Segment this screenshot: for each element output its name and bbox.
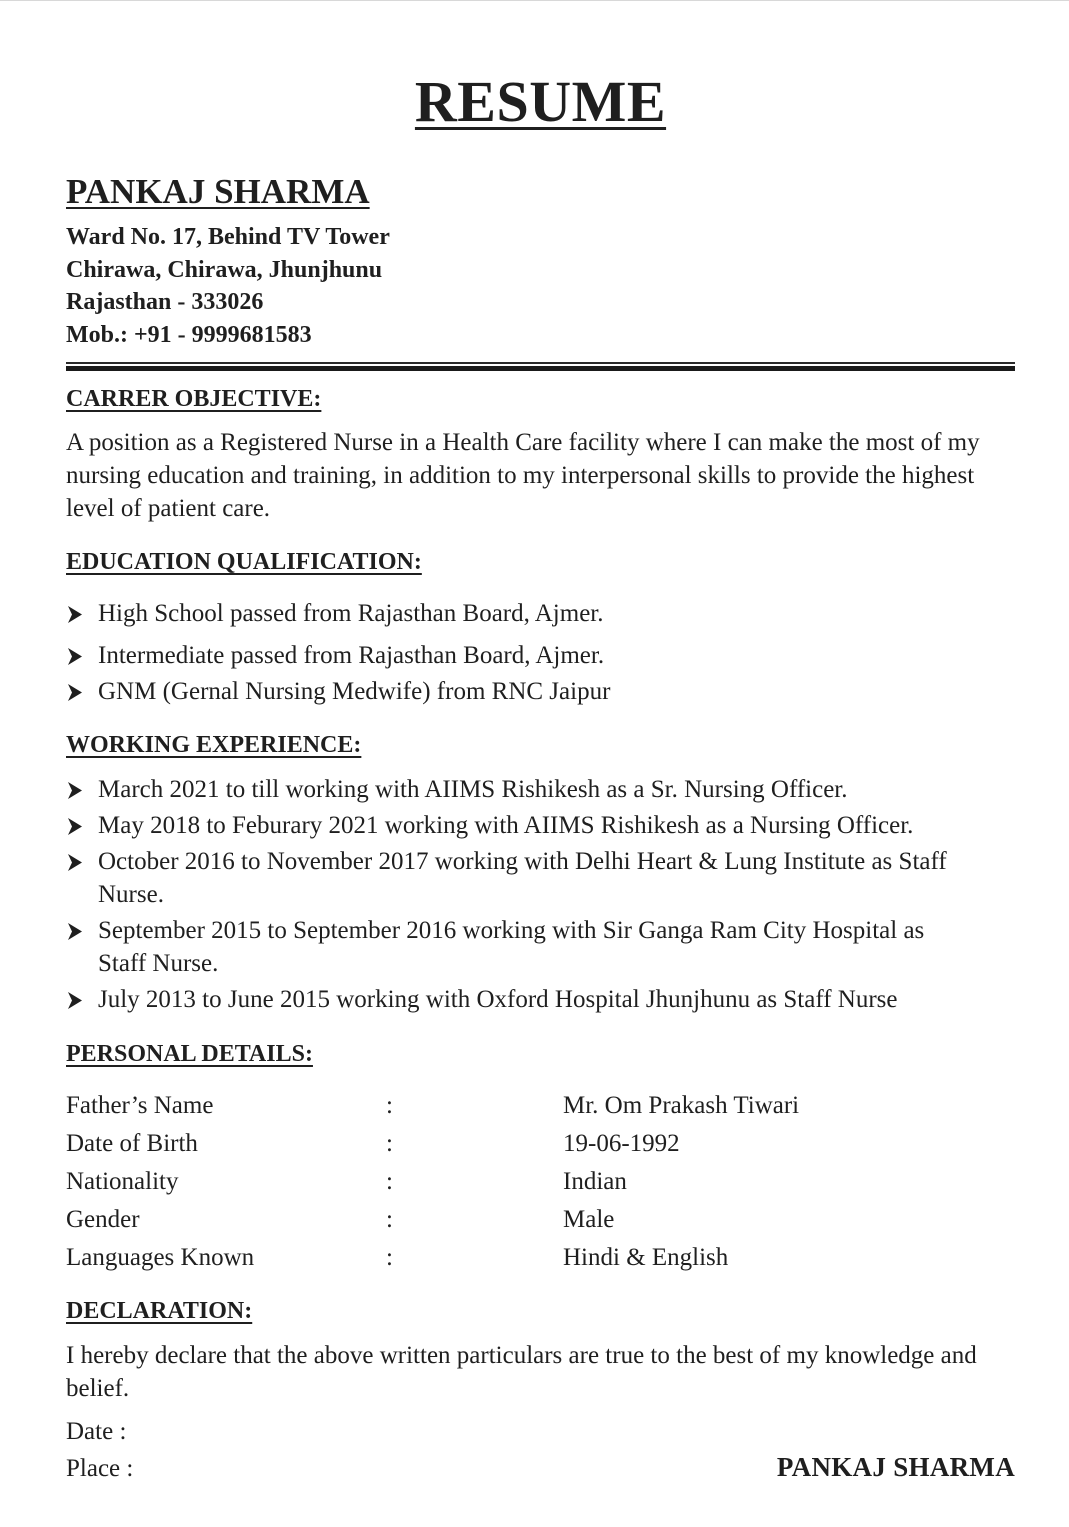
chevron-right-icon — [66, 818, 84, 835]
address-line: Ward No. 17, Behind TV Tower — [66, 224, 390, 250]
field-separator: : — [386, 1206, 393, 1233]
education-list — [66, 597, 1021, 708]
contact-address — [66, 221, 390, 352]
mobile-number: Mob.: +91 - 9999681583 — [66, 322, 312, 349]
page-top-border — [0, 0, 1069, 1]
experience-item: July 2013 to June 2015 working with Oxford Hospital Jhunjhunu as Staff Nurse — [66, 983, 966, 1016]
place-label: Place : — [66, 1455, 134, 1482]
education-heading: EDUCATION QUALIFICATION: — [66, 549, 422, 575]
experience-heading: WORKING EXPERIENCE: — [66, 732, 362, 758]
experience-item: October 2016 to November 2017 working with Delhi Heart & Lung Institute as Staff Nurse. — [66, 845, 966, 911]
chevron-right-icon — [66, 648, 84, 665]
objective-heading: CARRER OBJECTIVE: — [66, 386, 322, 412]
experience-list — [66, 773, 966, 1016]
chevron-right-icon — [66, 782, 84, 799]
field-value: Hindi & English — [563, 1244, 729, 1271]
chevron-right-icon — [66, 992, 84, 1009]
candidate-name: PANKAJ SHARMA — [66, 172, 370, 211]
field-separator: : — [386, 1244, 393, 1271]
field-label: Father’s Name — [66, 1092, 214, 1119]
field-value: Mr. Om Prakash Tiwari — [563, 1092, 800, 1119]
field-label: Gender — [66, 1206, 140, 1233]
address-line: Rajasthan - 333026 — [66, 289, 264, 316]
header-divider-thick — [66, 366, 1015, 371]
education-item: Intermediate passed from Rajasthan Board, Ajmer. — [66, 639, 1021, 672]
address-line: Chirawa, Chirawa, Jhunjhunu — [66, 256, 383, 283]
field-separator: : — [386, 1168, 393, 1195]
chevron-right-icon — [66, 684, 84, 701]
personal-heading: PERSONAL DETAILS: — [66, 1041, 313, 1067]
signature-name: PANKAJ SHARMA — [776, 1452, 1015, 1482]
experience-item: March 2021 to till working with AIIMS Rishikesh as a Sr. Nursing Officer. — [66, 773, 966, 806]
objective-text: A position as a Registered Nurse in a Health Care facility where I can make the most of my nursing education and training, in addition to my interpersonal skills to provide the highest level of patient care. — [66, 429, 980, 522]
experience-item: September 2015 to September 2016 working with Sir Ganga Ram City Hospital as Staff Nurse. — [66, 914, 966, 980]
document-title: RESUME — [414, 69, 667, 134]
date-label: Date : — [66, 1418, 127, 1445]
field-value: 19-06-1992 — [563, 1130, 680, 1157]
chevron-right-icon — [66, 606, 84, 623]
field-label: Date of Birth — [66, 1130, 198, 1157]
chevron-right-icon — [66, 854, 84, 871]
field-separator: : — [386, 1092, 393, 1119]
field-value: Indian — [563, 1168, 627, 1195]
field-label: Languages Known — [66, 1244, 255, 1271]
chevron-right-icon — [66, 923, 84, 940]
header-divider-thin — [66, 362, 1015, 364]
education-item: GNM (Gernal Nursing Medwife) from RNC Jaipur — [66, 675, 1021, 708]
declaration-heading: DECLARATION: — [66, 1298, 253, 1324]
field-separator: : — [386, 1130, 393, 1157]
field-label: Nationality — [66, 1168, 179, 1195]
experience-item: May 2018 to Feburary 2021 working with AIIMS Rishikesh as a Nursing Officer. — [66, 809, 966, 842]
declaration-text: I hereby declare that the above written particulars are true to the best of my knowledge and belief. — [66, 1342, 977, 1402]
field-value: Male — [563, 1206, 615, 1233]
education-item: High School passed from Rajasthan Board, Ajmer. — [66, 597, 1021, 630]
